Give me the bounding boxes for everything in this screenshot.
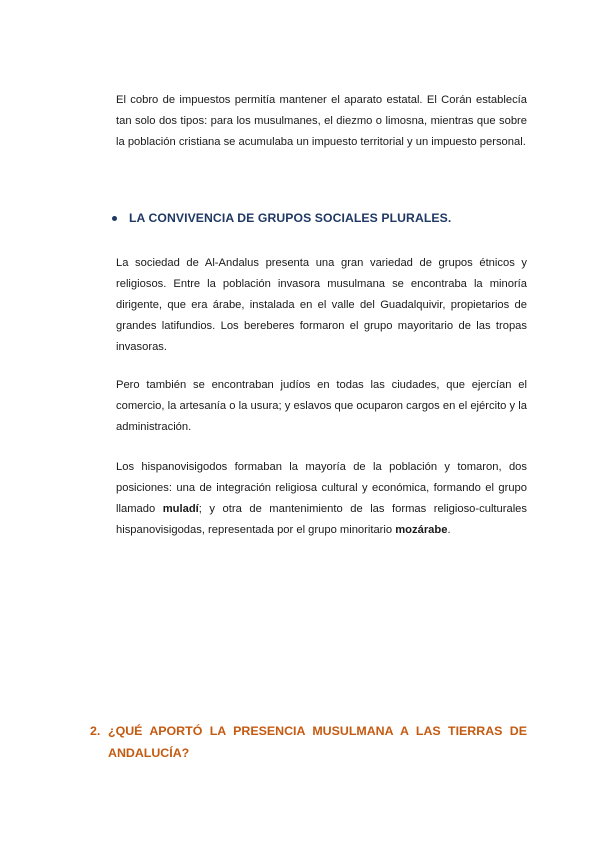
paragraph-impuestos: El cobro de impuestos permitía mantener el aparato estatal. El Corán establecía tan solo dos tipos: para los musulmanes, el diezmo o limosna, mientras que sobre la población cristiana se acumulaba un impuesto territorial y un impuesto personal. bbox=[116, 94, 527, 148]
paragraph-judios: Pero también se encontraban judíos en todas las ciudades, que ejercían el comercio, la artesanía o la usura; y eslavos que ocuparon cargos en el ejército y la administración. bbox=[116, 379, 527, 433]
section-2-heading-line1 bbox=[90, 720, 527, 742]
term-muladi: muladí bbox=[162, 503, 199, 515]
term-mozarabe: mozárabe bbox=[395, 524, 448, 536]
section-heading-text: LA CONVIVENCIA DE GRUPOS SOCIALES PLURALES. bbox=[129, 211, 452, 225]
text-run: Los hispanovisigodos formaban la mayoría de la población y tomaron, dos posiciones: una de integración religiosa cultural y económica, formando el grupo llamado bbox=[116, 461, 527, 515]
section-2-title-line2: ANDALUCÍA? bbox=[108, 746, 190, 760]
section-2-number: 2. bbox=[90, 724, 101, 738]
section-2-heading bbox=[90, 720, 527, 764]
section-heading-convivencia bbox=[112, 211, 451, 225]
bullet-icon bbox=[112, 216, 117, 221]
paragraph-sociedad: La sociedad de Al-Andalus presenta una gran variedad de grupos étnicos y religiosos. Entre la población invasora musulmana se encontraba la minoría dirigente, que era árabe, instalada en el valle del Guadalquivir, propietarios de grandes latifundios. Los bereberes formaron el grupo mayoritario de las tropas invasoras. bbox=[116, 257, 527, 353]
section-2-title-line1: ¿QUÉ APORTÓ LA PRESENCIA MUSULMANA A LAS TIERRAS DE bbox=[108, 724, 527, 738]
paragraph-hispanovisigodos bbox=[116, 457, 527, 541]
text-run: . bbox=[447, 524, 451, 536]
text-run: ; y otra de mantenimiento de las formas religioso-culturales hispanovisigodas, representada por el grupo minoritario bbox=[116, 503, 528, 536]
